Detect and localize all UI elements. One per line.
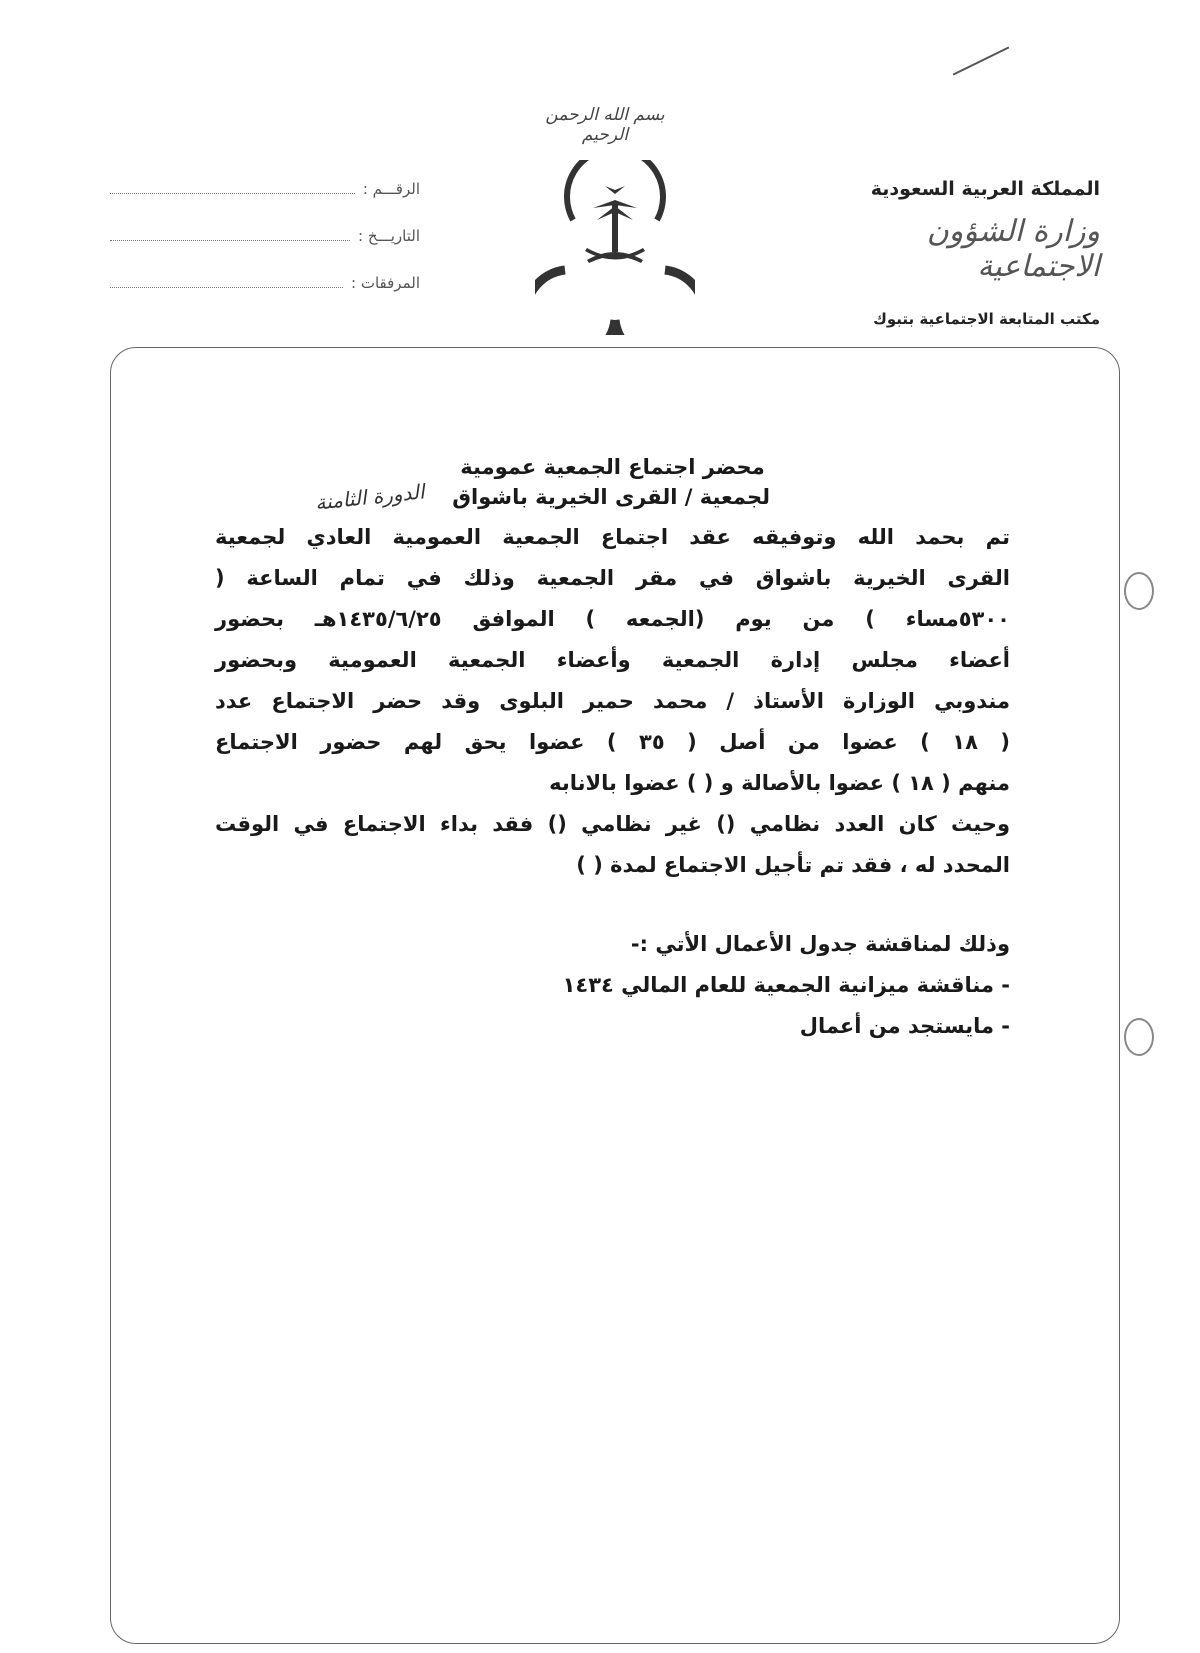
association-name: لجمعية / القرى الخيرية باشواق — [452, 485, 770, 509]
association-line — [215, 479, 1010, 515]
paragraph-line: ( ١٨ ) عضوا من أصل ( ٣٥ ) عضوا يحق لهم حضور الاجتماع — [215, 730, 1010, 754]
paragraph-line: تم بحمد الله وتوفيقه عقد اجتماع الجمعية العمومية العادي لجمعية — [215, 525, 1010, 549]
ministry-name: وزارة الشؤون الاجتماعية — [926, 214, 1100, 284]
paragraph-line: أعضاء مجلس إدارة الجمعية وأعضاء الجمعية العمومية وبحضور — [215, 648, 1010, 672]
paragraph-line: مندوبي الوزارة الأستاذ / محمد حمير البلوى وقد حضر الاجتماع عدد — [215, 689, 1010, 713]
document-title: محضر اجتماع الجمعية عمومية — [460, 455, 765, 479]
reference-number-field — [110, 180, 420, 227]
paragraph-line: وحيث كان العدد نظامي () غير نظامي () فقد بداء الاجتماع في الوقت — [215, 812, 1010, 836]
basmala: بسم الله الرحمن الرحيم — [545, 105, 665, 145]
pen-stroke-mark — [953, 47, 1010, 76]
field-dotted-line — [110, 228, 350, 241]
kingdom-name: المملكة العربية السعودية — [870, 178, 1100, 200]
paragraph-line: المحدد له ، فقد تم تأجيل الاجتماع لمدة ( ) — [576, 853, 1010, 877]
letterhead-reference-fields — [110, 180, 420, 321]
field-dotted-line — [110, 181, 355, 194]
handwritten-note: الدورة الثامنة — [313, 479, 426, 515]
field-label: الرقـــم : — [362, 180, 420, 198]
office-name: مكتب المتابعة الاجتماعية بتبوك — [873, 310, 1100, 328]
ministry-emblem-icon — [535, 160, 695, 335]
agenda-item: - مايستجد من أعمال — [799, 1014, 1010, 1038]
field-label: المرفقات : — [351, 274, 420, 292]
punch-hole-top — [1124, 572, 1154, 610]
date-field — [110, 227, 420, 274]
punch-hole-bottom — [1124, 1018, 1154, 1056]
paragraph-line: منهم ( ١٨ ) عضوا بالأصالة و ( ) عضوا بالانابه — [549, 771, 1010, 795]
document-body — [215, 455, 1010, 1047]
field-dotted-line — [110, 275, 343, 288]
field-label: التاريـــخ : — [358, 227, 420, 245]
minutes-paragraph — [215, 517, 1010, 886]
agenda-section — [215, 924, 1010, 1047]
agenda-title: وذلك لمناقشة جدول الأعمال الأتي :- — [630, 932, 1010, 956]
agenda-item: - مناقشة ميزانية الجمعية للعام المالي ١٤٣٤ — [562, 973, 1010, 997]
paragraph-line: القرى الخيرية باشواق في مقر الجمعية وذلك في تمام الساعة ( — [215, 566, 1010, 590]
letterhead-right — [800, 178, 1100, 284]
attachments-field — [110, 274, 420, 321]
paragraph-line: ٥٣٠٠مساء ) من يوم (الجمعه ) الموافق ١٤٣٥/٦/٢٥هـ بحضور — [215, 607, 1010, 631]
